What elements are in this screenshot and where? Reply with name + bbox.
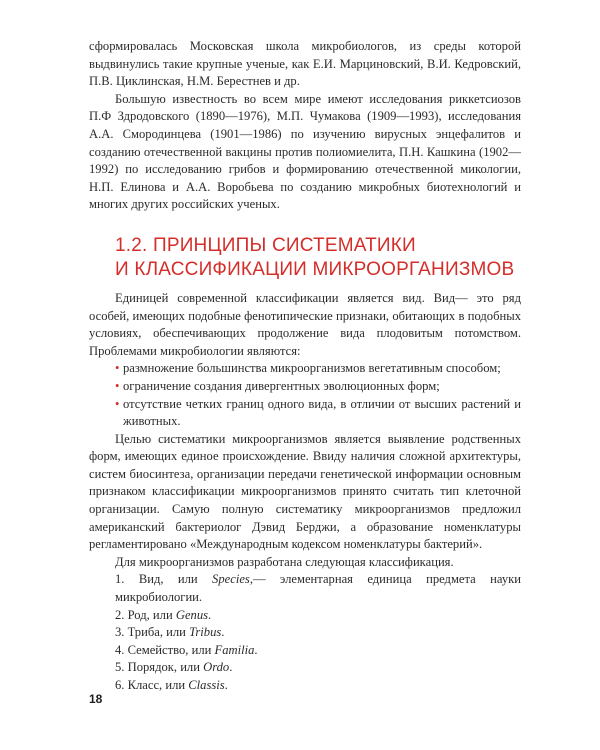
intro-paragraph-2: Большую известность во всем мире имеют исследования риккетсиозов П.Ф Здродовского (1890—1976), М.П. Чумакова (1909—1993), исследования А.А. Смородинцева (1901—1986) по изучению вирусных энцефалитов и созданию отечественной вакцины против полиомиелита, П.Н. Кашкина (1902—1992) по исследованию грибов и формированию отечественной микологии, Н.П. Елинова и А.А. Воробьева по созданию микробных биотехнологий и многих других российских ученых. [89, 91, 521, 212]
page-body [89, 38, 521, 695]
classification-item [89, 677, 521, 695]
classification-list [89, 571, 521, 694]
classification-item-prefix: 1. Вид, или [115, 572, 213, 587]
section-heading-line-1: 1.2. ПРИНЦИПЫ СИСТЕМАТИКИ [115, 234, 416, 256]
classification-item-prefix: 6. Класс, или [115, 678, 189, 692]
list-item [89, 360, 521, 378]
classification-item-prefix: 5. Порядок, или [115, 660, 204, 675]
classification-item-prefix: 3. Триба, или [115, 625, 190, 640]
section-heading [115, 234, 521, 282]
list-item [89, 396, 521, 431]
bullet-icon: • [115, 378, 120, 393]
classification-item-suffix: . [221, 625, 225, 640]
section-heading-line-2: И КЛАССИФИКАЦИИ МИКРООРГАНИЗМОВ [115, 258, 515, 280]
classification-item [89, 659, 521, 677]
bullet-icon: • [115, 396, 120, 411]
intro-paragraph-1: сформировалась Московская школа микробиологов, из среды которой выдвинулись такие крупные ученые, как Е.И. Марциновский, В.И. Кедровский, П.В. Циклинская, Н.М. Берестнев и др. [89, 39, 521, 89]
list-item-text: отсутствие четких границ одного вида, в отличии от высших растений и животных. [123, 396, 521, 429]
classification-item-prefix: 2. Род, или [115, 607, 176, 622]
classification-item [89, 571, 521, 606]
list-item-text: размножение большинства микроорганизмов вегетативным способом; [123, 361, 501, 376]
classification-item-latin: Ordo [203, 660, 230, 675]
list-item-text: ограничение создания дивергентных эволюционных форм; [123, 378, 440, 393]
classification-item-latin: Classis [188, 678, 225, 692]
classification-item-suffix: ,— элементарная единица предмета науки микробиологии. [115, 572, 521, 605]
classification-item-prefix: 4. Семейство, или [115, 642, 215, 657]
classification-item-latin: Genus [175, 607, 209, 622]
bullet-icon: • [115, 361, 120, 376]
classification-item [89, 642, 521, 660]
classification-item-suffix: . [224, 678, 228, 692]
systematics-paragraph: Целью систематики микроорганизмов является выявление родственных форм, имеющих единое происхождение. Ввиду наличия сложной архитектуры, систем биосинтеза, организации передачи генетической информации основным признаком классификации микроорганизмов принято считать тип клеточной организации. Самую полную систематику микроорганизмов предложил американский бактериолог Дэвид Берджи, а образование номенклатуры регламентировано «Международным кодексом номенклатуры бактерий». [89, 431, 521, 552]
classification-item [89, 607, 521, 625]
classification-item-latin: Tribus [189, 625, 222, 640]
classification-item-suffix: . [254, 642, 258, 657]
classification-item-latin: Species [212, 572, 250, 587]
list-item [89, 378, 521, 396]
section-intro-paragraph: Единицей современной классификации является вид. Вид— это ряд особей, имеющих подобные фенотипические признаки, обитающих в подобных условиях, обеспечивающих продолжение вида плодовитым потомством. Проблемами микробиологии являются: [89, 290, 521, 358]
classification-item [89, 624, 521, 642]
classification-item-suffix: . [208, 607, 212, 622]
classification-item-latin: Familia [214, 642, 255, 657]
classification-item-suffix: . [229, 660, 233, 675]
page-number: 18 [89, 692, 103, 706]
classification-intro: Для микроорганизмов разработана следующая классификация. [115, 554, 454, 569]
problems-list [89, 360, 521, 430]
